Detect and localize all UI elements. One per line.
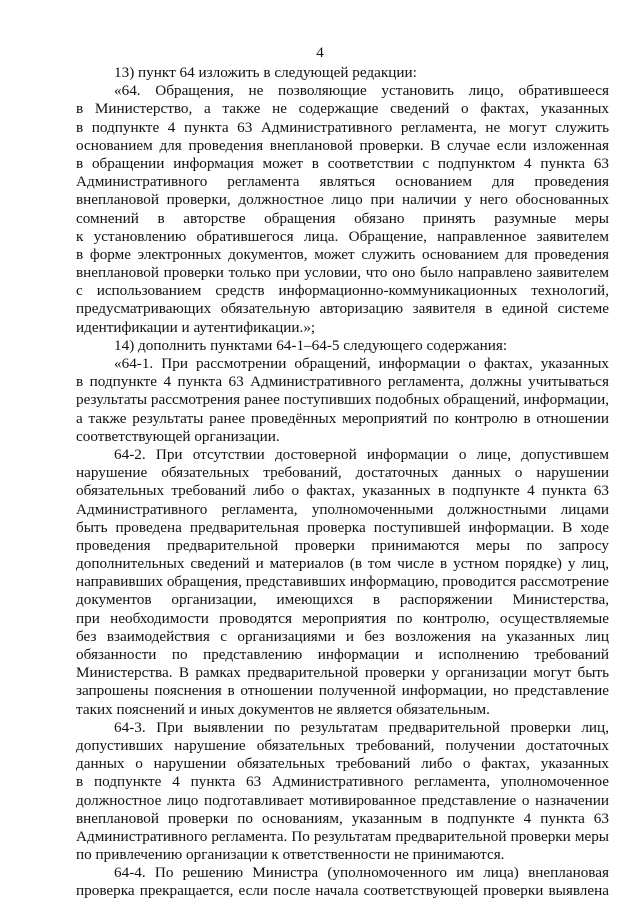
text-line: дополнительных сведений и материалов (в том числе в устном порядке) у лиц, <box>76 555 609 573</box>
text-line: 64-3. При выявлении по результатам предварительной проверки лиц, <box>114 718 609 736</box>
text-line: внеплановой проверки, должностное лицо при наличии у него обоснованных <box>76 191 609 209</box>
text-line: Административного регламента. По результатам предварительной проверки меры <box>76 827 609 845</box>
text-line: данных о нарушении обязательных требований либо о фактах, указанных <box>76 755 609 773</box>
text-line: а также результаты ранее проведённых мероприятий по контролю в отношении <box>76 409 609 427</box>
text-line: идентификации и аутентификации.»; <box>76 318 316 336</box>
text-line: соответствующей организации. <box>76 427 280 445</box>
text-line: по привлечению организации к ответственности не принимаются. <box>76 846 505 864</box>
text-line: Административного регламента, уполномоченными должностными лицами <box>76 500 609 518</box>
text-line: направивших обращения, представивших информацию, проводится рассмотрение <box>76 573 609 591</box>
text-line: допустивших нарушение обязательных требований, получении достаточных <box>76 736 609 754</box>
text-line: внеплановой проверки по основаниям, указанным в подпункте 4 пункта 63 <box>76 809 609 827</box>
text-line: проверка прекращается, если после начала соответствующей проверки выявлена <box>76 882 609 900</box>
text-line: должностное лицо подготавливает мотивированное представление о назначении <box>76 791 609 809</box>
text-line: таких пояснений и иных документов не является обязательным. <box>76 700 490 718</box>
text-line: проведения предварительной проверки принимаются меры по запросу <box>76 536 609 554</box>
text-line: результаты рассмотрения ранее поступивших подобных обращений, информации, <box>76 391 609 409</box>
text-line: в Министерство, а также не содержащие сведений о фактах, указанных <box>76 100 609 118</box>
text-line: 13) пункт 64 изложить в следующей редакции: <box>114 64 417 81</box>
page-number: 4 <box>316 45 324 61</box>
text-line: с использованием средств информационно-коммуникационных технологий, <box>76 282 609 300</box>
text-line: обязательных требований либо о фактах, указанных в подпункте 4 пункта 63 <box>76 482 609 500</box>
text-line: к установлению обратившегося лица. Обращение, направленное заявителем <box>76 227 609 245</box>
text-line: сомнений в авторстве обращения обязано принять разумные меры <box>76 209 609 227</box>
text-line: основанием для проведения внеплановой проверки. В случае если изложенная <box>76 136 609 154</box>
text-line: запрошены пояснения в отношении полученной информации, но представление <box>76 682 609 700</box>
text-line: Административного регламента являться основанием для проведения <box>76 173 609 191</box>
text-line: «64-1. При рассмотрении обращений, информации о фактах, указанных <box>114 355 609 372</box>
text-line: в подпункте 4 пункта 63 Административного регламента, уполномоченное <box>76 773 609 791</box>
document-body <box>76 64 609 901</box>
text-line: документов организации, имеющихся в распоряжении Министерства, <box>76 591 609 609</box>
text-line: обязанности по представлению информации и исполнению требований <box>76 646 609 663</box>
text-line: предусматривающих обязательную авторизацию заявителя в единой системе <box>76 300 609 318</box>
text-line: внеплановой проверки только при условии, что оно было направлено заявителем <box>76 264 609 282</box>
text-line: Министерства. В рамках предварительной проверки у организации могут быть <box>76 664 609 682</box>
text-line: нарушение обязательных требований, достаточных данных о нарушении <box>76 464 609 482</box>
text-line: «64. Обращения, не позволяющие установить лицо, обратившееся <box>114 82 609 100</box>
text-line: 64-4. По решению Министра (уполномоченного им лица) внеплановая <box>114 864 609 882</box>
text-line: быть проведена предварительная проверка поступившей информации. В ходе <box>76 518 609 536</box>
text-line: при необходимости проводятся мероприятия по контролю, осуществляемые <box>76 609 609 627</box>
text-line: в обращении информация может в соответствии с подпунктом 4 пункта 63 <box>76 154 609 172</box>
text-line: в подпункте 4 пункта 63 Административного регламента, не могут служить <box>76 118 609 136</box>
text-line: 64-2. При отсутствии достоверной информации о лице, допустившем <box>114 445 609 463</box>
text-line: без взаимодействия с организациями и без возложения на указанных лиц <box>76 627 609 645</box>
text-line: в форме электронных документов, может служить основанием для проведения <box>76 245 609 263</box>
text-line: 14) дополнить пунктами 64-1–64-5 следующего содержания: <box>114 336 508 354</box>
text-line: в подпункте 4 пункта 63 Административного регламента, должны учитываться <box>76 373 609 391</box>
